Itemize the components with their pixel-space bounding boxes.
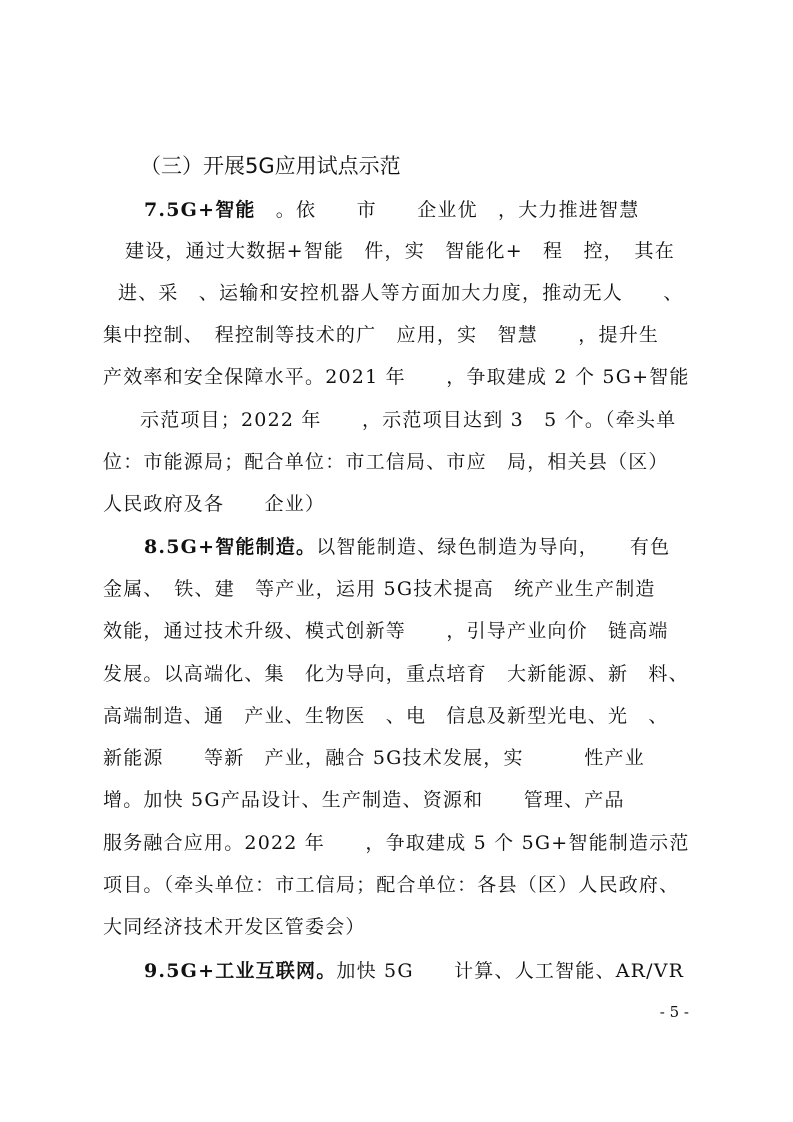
section-title: （三）开展5G应用试点示范: [140, 154, 401, 178]
paragraph-7-line-1: [144, 190, 639, 230]
paragraph-7-line-6: 示范项目；2022 年 ，示范项目达到 3 5 个。（牵头单: [140, 409, 677, 431]
paragraph-8-line-2: 金属、 铁、建 等产业，运用 5G技术提高 统产业生产制造: [103, 578, 656, 600]
paragraph-7-line-8: 人民政府及各 企业）: [103, 493, 326, 515]
paragraph-7-line-3: 进、采 、运输和安控机器人等方面加大力度，推动无人 、: [118, 282, 684, 304]
paragraph-7-heading: 7.5G+智能: [144, 199, 256, 221]
paragraph-8-text: 以智能制造、绿色制造为导向， 有色: [316, 536, 671, 558]
paragraph-7-text: 。依 市 企业优 ，大力推进智慧: [255, 199, 640, 221]
paragraph-7-line-5: 产效率和安全保障水平。2021 年 ，争取建成 2 个 5G+智能: [103, 366, 690, 388]
paragraph-7-line-4: 集中控制、 程控制等技术的广 应用，实 智慧 ，提升生: [103, 324, 660, 346]
paragraph-7-line-7: 位：市能源局；配合单位：市工信局、市应 局，相关县（区）: [103, 451, 669, 473]
paragraph-9-line-1: [144, 951, 684, 991]
paragraph-8-heading: 8.5G+智能制造。: [144, 536, 317, 558]
paragraph-8-line-6: 新能源 等新 产业，融合 5G技术发展，实 性产业: [103, 747, 645, 769]
paragraph-8-line-1: [144, 527, 670, 567]
paragraph-8-line-4: 发展。以高端化、集 化为导向，重点培育 大新能源、新 料、: [103, 663, 689, 685]
paragraph-7-line-2: 建设，通过大数据+智能 件，实 智能化+ 程 控， 其在: [125, 240, 675, 262]
paragraph-8-line-9: 项目。（牵头单位：市工信局；配合单位：各县（区）人民政府、: [103, 874, 680, 896]
paragraph-8-line-5: 高端制造、通 产业、生物医 、电 信息及新型光电、光 、: [103, 705, 669, 727]
page-number: - 5 -: [659, 1003, 689, 1021]
paragraph-9-heading: 9.5G+工业互联网。: [144, 960, 337, 982]
paragraph-8-line-8: 服务融合应用。2022 年 ，争取建成 5 个 5G+智能制造示范: [103, 832, 690, 854]
paragraph-8-line-10: 大同经济技术开发区管委会）: [103, 916, 366, 938]
paragraph-8-line-7: 增。加快 5G产品设计、生产制造、资源和 管理、产品: [103, 789, 625, 811]
paragraph-8-line-3: 效能，通过技术升级、模式创新等 ，引导产业向价 链高端: [103, 620, 669, 642]
paragraph-9-text: 加快 5G 计算、人工智能、AR/VR: [336, 960, 685, 982]
